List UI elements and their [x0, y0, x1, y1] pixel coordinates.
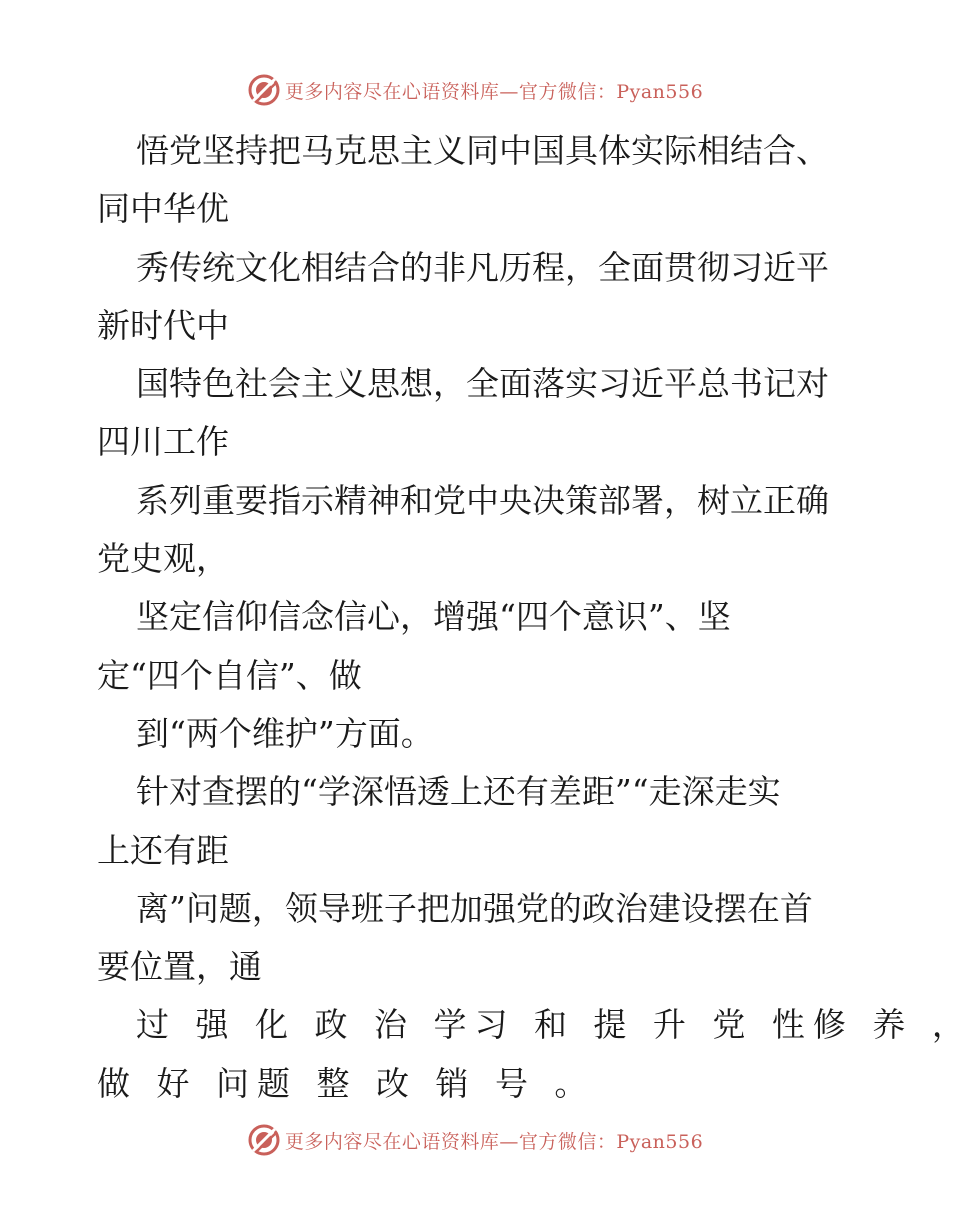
paragraph-line: 国特色社会主义思想，全面落实习近平总书记对 [136, 364, 829, 404]
seal-logo-icon [247, 1123, 281, 1157]
paragraph-line: 党史观， [97, 539, 229, 579]
header-banner-text: 更多内容尽在心语资料库—官方微信：Pyan556 [284, 80, 704, 103]
paragraph-line: 新时代中 [97, 305, 229, 345]
seal-logo-icon [247, 73, 281, 107]
paragraph-line: 系列重要指示精神和党中央决策部署，树立正确 [136, 480, 829, 520]
paragraph-line: 到“两个维护”方面。 [136, 713, 434, 753]
paragraph-line: 同中华优 [97, 189, 229, 229]
paragraph-line: 四川工作 [97, 422, 229, 462]
paragraph-line: 秀传统文化相结合的非凡历程，全面贯彻习近平 [136, 247, 829, 287]
paragraph-line: 过 强 化 政 治 学习 和 提 升 党 性修 养 ， [136, 1005, 973, 1045]
paragraph-line: 悟党坚持把马克思主义同中国具体实际相结合、 [136, 131, 829, 170]
footer-banner-text: 更多内容尽在心语资料库—官方微信：Pyan556 [284, 1130, 704, 1153]
paragraph-line: 坚定信仰信念信心，增强“四个意识”、坚 [136, 597, 731, 637]
paragraph-line: 离”问题，领导班子把加强党的政治建设摆在首 [136, 888, 813, 928]
paragraph-line: 做 好 问题 整 改 销 号 。 [97, 1063, 596, 1103]
header-watermark-banner [0, 68, 950, 112]
paragraph-line: 上还有距 [97, 830, 229, 870]
footer-watermark-banner [0, 1118, 950, 1162]
paragraph-line: 定“四个自信”、做 [97, 655, 362, 695]
paragraph-line: 要位置，通 [97, 947, 262, 987]
paragraph-line: 针对查摆的“学深悟透上还有差距”“走深走实 [136, 772, 781, 812]
document-body [97, 122, 973, 1113]
